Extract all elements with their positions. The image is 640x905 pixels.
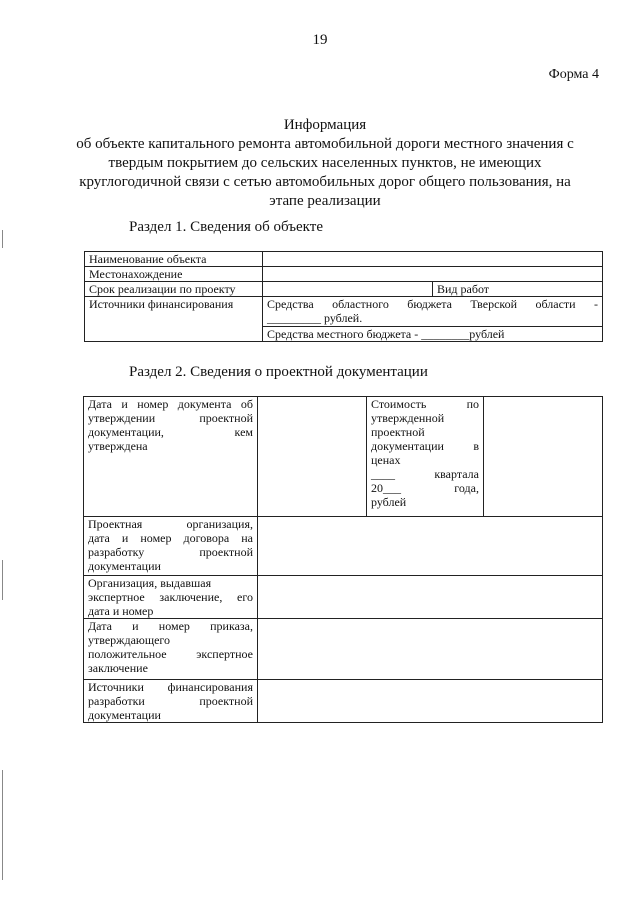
order-line: Дата и номер приказа,	[88, 619, 253, 633]
regional-funds-cell	[263, 297, 603, 327]
cost-line: утвержденной	[371, 411, 445, 425]
section1-heading: Раздел 1. Сведения об объекте	[129, 219, 323, 235]
approval-doc-line: Дата и номер документа об	[88, 397, 253, 411]
approval-doc-label	[84, 397, 258, 517]
local-funds-text: Средства местного бюджета - ________рублей	[267, 326, 505, 341]
form-label: Форма 4	[548, 67, 599, 82]
work-type-cell	[433, 282, 603, 297]
doc-funding-line: разработки проектной	[88, 694, 253, 708]
subtitle-line: твердым покрытием до сельских населенных пунктов, не имеющих	[108, 155, 542, 171]
doc-funding-line: Источники финансирования	[88, 680, 253, 694]
approval-doc-line: утверждении проектной	[88, 411, 253, 425]
cost-line: рублей	[371, 495, 407, 509]
cost-line: Стоимость по	[371, 397, 479, 411]
cost-line: 20___ года,	[371, 481, 479, 495]
document-title: Информация	[283, 117, 367, 133]
name-value-cell	[263, 252, 603, 267]
cost-line: документации в	[371, 439, 479, 453]
approval-doc-line: документации, кем	[88, 425, 253, 439]
cost-line: проектной	[371, 425, 425, 439]
doc-funding-line: документации	[88, 708, 161, 722]
term-value-cell	[263, 282, 433, 297]
funding-label: Источники финансирования	[85, 297, 263, 342]
subtitle-line: этапе реализации	[269, 193, 381, 209]
regional-funds-line: Средства областного бюджета Тверской области -	[267, 297, 598, 311]
project-docs-table	[83, 396, 603, 723]
design-org-value-cell	[258, 517, 603, 576]
approval-doc-line: утверждена	[88, 439, 148, 453]
approval-doc-value-cell	[258, 397, 367, 517]
name-label: Наименование объекта	[85, 252, 263, 267]
cost-line: ____ квартала	[371, 467, 479, 481]
term-label: Срок реализации по проекту	[85, 282, 263, 297]
design-org-line: дата и номер договора на	[88, 531, 253, 545]
expert-org-line: дата и номер	[88, 604, 154, 618]
cost-line: ценах	[371, 453, 401, 467]
scan-edge-mark	[2, 770, 3, 880]
doc-funding-label	[84, 680, 258, 723]
design-org-line: разработку проектной	[88, 545, 253, 559]
design-org-line: документации	[88, 559, 161, 573]
expert-org-line: Организация, выдавшая	[88, 576, 212, 590]
order-line: утверждающего	[88, 633, 171, 647]
subtitle-line: круглогодичной связи с сетью автомобильных дорог общего пользования, на	[79, 174, 571, 190]
work-type-label: Вид работ	[437, 282, 490, 296]
regional-funds-amount: _________ рублей.	[267, 311, 363, 325]
document-subtitle	[60, 135, 590, 211]
object-info-table	[84, 251, 603, 342]
order-value-cell	[258, 619, 603, 680]
design-org-line: Проектная организация,	[88, 517, 253, 531]
cost-label	[367, 397, 484, 517]
location-label: Местонахождение	[85, 267, 263, 282]
expert-org-line: экспертное заключение, его	[88, 590, 253, 604]
scan-edge-mark	[2, 560, 3, 600]
expert-org-label	[84, 576, 258, 619]
expert-org-value-cell	[258, 576, 603, 619]
doc-funding-value-cell	[258, 680, 603, 723]
design-org-label	[84, 517, 258, 576]
local-funds-cell	[263, 326, 603, 341]
scan-edge-mark	[2, 230, 3, 248]
subtitle-line: об объекте капитального ремонта автомобильной дороги местного значения с	[76, 136, 574, 152]
order-label	[84, 619, 258, 680]
page-number: 19	[312, 32, 328, 48]
order-line: положительное экспертное	[88, 647, 253, 661]
section2-heading: Раздел 2. Сведения о проектной документации	[129, 364, 428, 380]
order-line: заключение	[88, 661, 148, 675]
location-value-cell	[263, 267, 603, 282]
cost-value-cell	[484, 397, 603, 517]
